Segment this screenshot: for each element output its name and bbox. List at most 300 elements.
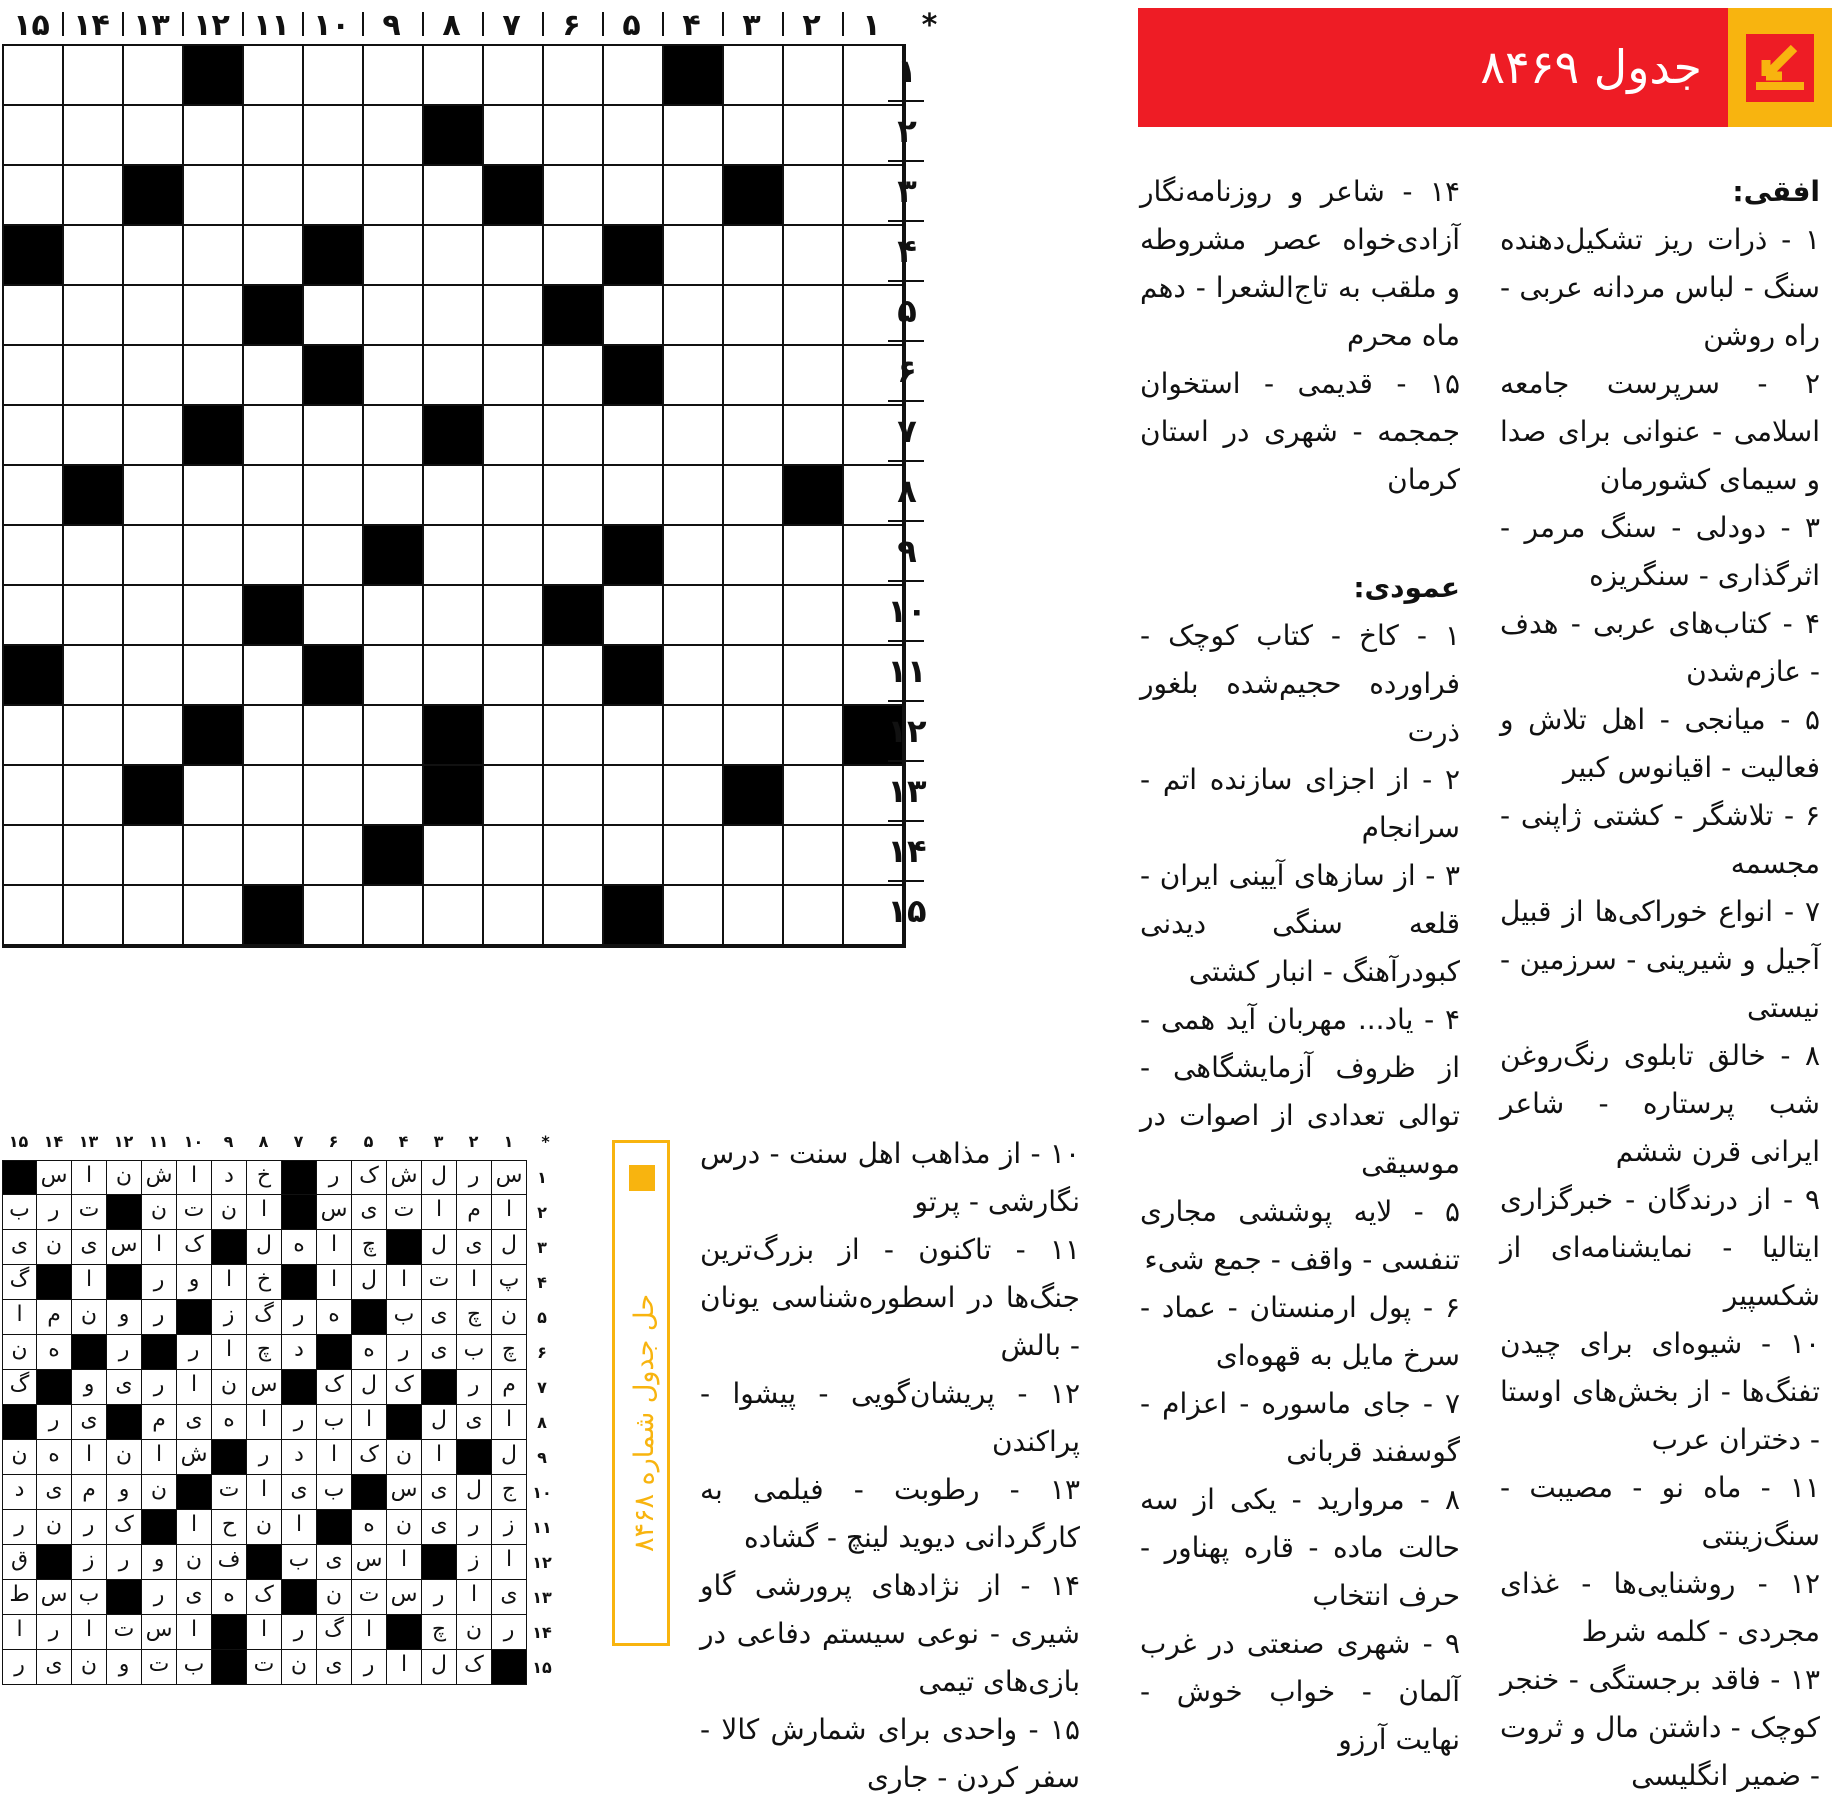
- solution-cell: ش: [142, 1160, 177, 1195]
- grid-cell[interactable]: [64, 46, 124, 106]
- solution-cell: ه: [352, 1510, 387, 1545]
- down-clue: ۵ - لایه پوششی مجاری تنفسی - واقف - جمع شیء: [1140, 1195, 1460, 1276]
- grid-cell[interactable]: [724, 166, 784, 226]
- grid-cell[interactable]: [364, 586, 424, 646]
- grid-cell[interactable]: [364, 706, 424, 766]
- grid-cell[interactable]: [484, 346, 544, 406]
- solution-cell: ا: [352, 1405, 387, 1440]
- grid-cell[interactable]: [304, 586, 364, 646]
- grid-cell[interactable]: [604, 286, 664, 346]
- grid-cell[interactable]: [604, 406, 664, 466]
- solution-cell: ل: [352, 1265, 387, 1300]
- grid-cell[interactable]: [424, 106, 484, 166]
- grid-cell[interactable]: [304, 286, 364, 346]
- grid-cell[interactable]: [604, 526, 664, 586]
- grid-cell[interactable]: [544, 826, 604, 886]
- solution-cell: [37, 1370, 72, 1405]
- row-separator: [888, 220, 924, 222]
- grid-cell[interactable]: [4, 106, 64, 166]
- grid-cell[interactable]: [124, 346, 184, 406]
- grid-cell[interactable]: [544, 586, 604, 646]
- solution-cell: ل: [352, 1370, 387, 1405]
- grid-cell[interactable]: [544, 166, 604, 226]
- grid-cell[interactable]: [184, 706, 244, 766]
- grid-cell[interactable]: [724, 526, 784, 586]
- grid-cell[interactable]: [424, 586, 484, 646]
- grid-cell[interactable]: [184, 526, 244, 586]
- grid-cell[interactable]: [424, 226, 484, 286]
- solution-cell: ب: [457, 1335, 492, 1370]
- solution-cell: ن: [37, 1230, 72, 1265]
- solution-cell: س: [37, 1580, 72, 1615]
- solution-cell: ن: [72, 1300, 107, 1335]
- grid-cell[interactable]: [544, 706, 604, 766]
- solution-cell: [282, 1195, 317, 1230]
- grid-cell[interactable]: [604, 766, 664, 826]
- grid-cell[interactable]: [364, 886, 424, 946]
- grid-cell[interactable]: [64, 346, 124, 406]
- solution-column-number: ۴: [398, 1132, 409, 1151]
- grid-cell[interactable]: [184, 406, 244, 466]
- solution-cell: ر: [422, 1580, 457, 1615]
- grid-cell[interactable]: [64, 526, 124, 586]
- grid-cell[interactable]: [4, 766, 64, 826]
- grid-cell[interactable]: [124, 226, 184, 286]
- grid-cell[interactable]: [664, 766, 724, 826]
- grid-cell[interactable]: [544, 406, 604, 466]
- grid-cell[interactable]: [604, 706, 664, 766]
- solution-cell: ر: [177, 1335, 212, 1370]
- grid-cell[interactable]: [124, 166, 184, 226]
- grid-cell[interactable]: [784, 346, 844, 406]
- row-separator: [888, 160, 924, 162]
- solution-cell: ر: [142, 1265, 177, 1300]
- grid-cell[interactable]: [4, 286, 64, 346]
- grid-cell[interactable]: [424, 46, 484, 106]
- grid-cell[interactable]: [124, 886, 184, 946]
- solution-cell: ه: [317, 1300, 352, 1335]
- grid-cell[interactable]: [64, 466, 124, 526]
- down-clue: ۱۲ - پریشان‌گویی - پیشوا - پراکندن: [700, 1377, 1080, 1458]
- grid-cell[interactable]: [364, 826, 424, 886]
- grid-cell[interactable]: [664, 466, 724, 526]
- grid-cell[interactable]: [724, 646, 784, 706]
- solution-cell: ف: [212, 1545, 247, 1580]
- grid-cell[interactable]: [604, 346, 664, 406]
- grid-cell[interactable]: [664, 46, 724, 106]
- grid-cell[interactable]: [304, 706, 364, 766]
- grid-cell[interactable]: [184, 166, 244, 226]
- row-number: ۱۵: [887, 892, 927, 930]
- grid-cell[interactable]: [244, 646, 304, 706]
- grid-cell[interactable]: [124, 586, 184, 646]
- across-clue: ۱۱ - ماه نو - مصیبت - سنگ‌زینتی: [1500, 1471, 1820, 1552]
- grid-cell[interactable]: [364, 226, 424, 286]
- grid-cell[interactable]: [304, 46, 364, 106]
- grid-cell[interactable]: [724, 466, 784, 526]
- down-clue: ۷ - جای ماسوره - اعزام - گوسفند قربانی: [1140, 1387, 1460, 1468]
- grid-cell[interactable]: [724, 886, 784, 946]
- grid-cell[interactable]: [724, 406, 784, 466]
- solution-cell: س: [352, 1545, 387, 1580]
- grid-cell[interactable]: [604, 466, 664, 526]
- column-separator: [482, 12, 484, 36]
- grid-cell[interactable]: [664, 646, 724, 706]
- solution-cell: ل: [422, 1230, 457, 1265]
- grid-cell[interactable]: [364, 646, 424, 706]
- grid-cell[interactable]: [784, 406, 844, 466]
- grid-cell[interactable]: [64, 646, 124, 706]
- solution-cell: ا: [282, 1510, 317, 1545]
- grid-cell[interactable]: [784, 646, 844, 706]
- grid-cell[interactable]: [244, 586, 304, 646]
- grid-cell[interactable]: [64, 826, 124, 886]
- solution-cell: خ: [247, 1265, 282, 1300]
- grid-cell[interactable]: [304, 886, 364, 946]
- solution-row-number: ۴: [537, 1273, 547, 1292]
- column-number: ۲: [802, 8, 821, 43]
- grid-cell[interactable]: [664, 526, 724, 586]
- grid-cell[interactable]: [544, 106, 604, 166]
- solution-cell: ا: [387, 1650, 422, 1685]
- column-number: ۶: [562, 8, 581, 43]
- grid-cell[interactable]: [184, 286, 244, 346]
- grid-cell[interactable]: [364, 466, 424, 526]
- solution-cell: ی: [457, 1405, 492, 1440]
- grid-cell[interactable]: [4, 646, 64, 706]
- grid-cell[interactable]: [784, 586, 844, 646]
- grid-cell[interactable]: [544, 766, 604, 826]
- solution-cell: [2, 1405, 37, 1440]
- grid-cell[interactable]: [64, 106, 124, 166]
- grid-cell[interactable]: [784, 106, 844, 166]
- solution-cell: ب: [2, 1195, 37, 1230]
- grid-cell[interactable]: [604, 226, 664, 286]
- grid-cell[interactable]: [64, 226, 124, 286]
- grid-cell[interactable]: [64, 586, 124, 646]
- grid-cell[interactable]: [544, 46, 604, 106]
- grid-cell[interactable]: [4, 466, 64, 526]
- grid-cell[interactable]: [484, 46, 544, 106]
- solution-cell: س: [37, 1160, 72, 1195]
- down-clue: ۱۵ - واحدی برای شمارش کالا - سفر کردن - جاری: [700, 1713, 1080, 1794]
- grid-cell[interactable]: [544, 466, 604, 526]
- grid-cell[interactable]: [124, 46, 184, 106]
- solution-cell: ل: [422, 1650, 457, 1685]
- grid-cell[interactable]: [64, 286, 124, 346]
- grid-cell[interactable]: [64, 706, 124, 766]
- grid-cell[interactable]: [664, 166, 724, 226]
- grid-cell[interactable]: [544, 286, 604, 346]
- grid-cell[interactable]: [304, 166, 364, 226]
- grid-cell[interactable]: [244, 106, 304, 166]
- grid-cell[interactable]: [244, 406, 304, 466]
- grid-cell[interactable]: [604, 166, 664, 226]
- grid-cell[interactable]: [4, 586, 64, 646]
- grid-cell[interactable]: [4, 526, 64, 586]
- solution-cell: [387, 1405, 422, 1440]
- grid-cell[interactable]: [184, 886, 244, 946]
- grid-cell[interactable]: [724, 106, 784, 166]
- grid-cell[interactable]: [4, 406, 64, 466]
- grid-cell[interactable]: [364, 526, 424, 586]
- grid-cell[interactable]: [304, 346, 364, 406]
- grid-cell[interactable]: [184, 766, 244, 826]
- grid-cell[interactable]: [664, 106, 724, 166]
- solution-cell: ه: [37, 1440, 72, 1475]
- grid-cell[interactable]: [364, 406, 424, 466]
- grid-cell[interactable]: [244, 226, 304, 286]
- grid-cell[interactable]: [484, 466, 544, 526]
- grid-cell[interactable]: [244, 886, 304, 946]
- grid-cell[interactable]: [484, 286, 544, 346]
- grid-cell[interactable]: [484, 766, 544, 826]
- grid-cell[interactable]: [424, 886, 484, 946]
- grid-cell[interactable]: [124, 646, 184, 706]
- solution-cell: ر: [317, 1160, 352, 1195]
- grid-cell[interactable]: [784, 46, 844, 106]
- grid-cell[interactable]: [364, 166, 424, 226]
- grid-cell[interactable]: [364, 346, 424, 406]
- grid-cell[interactable]: [784, 706, 844, 766]
- solution-cell: م: [142, 1405, 177, 1440]
- grid-cell[interactable]: [724, 586, 784, 646]
- column-separator: [782, 12, 784, 36]
- grid-cell[interactable]: [4, 346, 64, 406]
- solution-cell: ک: [177, 1230, 212, 1265]
- grid-cell[interactable]: [424, 406, 484, 466]
- grid-cell[interactable]: [424, 706, 484, 766]
- grid-cell[interactable]: [664, 886, 724, 946]
- grid-cell[interactable]: [664, 586, 724, 646]
- solution-cell: [212, 1440, 247, 1475]
- grid-cell[interactable]: [244, 166, 304, 226]
- grid-cell[interactable]: [544, 646, 604, 706]
- grid-cell[interactable]: [124, 526, 184, 586]
- grid-cell[interactable]: [4, 826, 64, 886]
- grid-cell[interactable]: [724, 826, 784, 886]
- grid-cell[interactable]: [64, 886, 124, 946]
- grid-cell[interactable]: [244, 286, 304, 346]
- solution-cell: ن: [37, 1510, 72, 1545]
- grid-cell[interactable]: [664, 226, 724, 286]
- grid-cell[interactable]: [724, 766, 784, 826]
- across-clue: ۱۵ - قدیمی - استخوان جمجمه - شهری در استان کرمان: [1140, 367, 1460, 496]
- grid-cell[interactable]: [724, 226, 784, 286]
- grid-cell[interactable]: [244, 826, 304, 886]
- solution-column-number: ۱۲: [113, 1132, 134, 1151]
- solution-row-number: ۳: [537, 1238, 547, 1257]
- grid-cell[interactable]: [364, 46, 424, 106]
- grid-cell[interactable]: [64, 766, 124, 826]
- grid-cell[interactable]: [244, 46, 304, 106]
- solution-cell: ا: [422, 1440, 457, 1475]
- grid-cell[interactable]: [4, 46, 64, 106]
- row-separator: [888, 580, 924, 582]
- row-separator: [888, 700, 924, 702]
- across-clue: ۱۲ - روشنایی‌ها - غذای مجردی - کلمه شرط: [1500, 1567, 1820, 1648]
- grid-cell[interactable]: [4, 166, 64, 226]
- solution-cell: [282, 1580, 317, 1615]
- grid-cell[interactable]: [484, 646, 544, 706]
- grid-cell[interactable]: [184, 826, 244, 886]
- grid-cell[interactable]: [364, 286, 424, 346]
- solution-cell: ا: [352, 1615, 387, 1650]
- grid-cell[interactable]: [484, 406, 544, 466]
- grid-cell[interactable]: [424, 826, 484, 886]
- grid-cell[interactable]: [544, 226, 604, 286]
- grid-cell[interactable]: [304, 466, 364, 526]
- grid-cell[interactable]: [484, 826, 544, 886]
- solution-cell: ن: [177, 1545, 212, 1580]
- solution-cell: س: [317, 1195, 352, 1230]
- grid-cell[interactable]: [484, 526, 544, 586]
- across-clue: ۶ - تلاشگر - کشتی ژاپنی - مجسمه: [1500, 799, 1820, 880]
- grid-cell[interactable]: [184, 646, 244, 706]
- grid-cell[interactable]: [604, 826, 664, 886]
- grid-cell[interactable]: [184, 46, 244, 106]
- solution-cell: ی: [37, 1475, 72, 1510]
- grid-cell[interactable]: [424, 526, 484, 586]
- grid-cell[interactable]: [664, 826, 724, 886]
- grid-cell[interactable]: [244, 526, 304, 586]
- grid-cell[interactable]: [4, 706, 64, 766]
- solution-cell: ی: [422, 1475, 457, 1510]
- solution-cell: ا: [247, 1405, 282, 1440]
- grid-cell[interactable]: [724, 46, 784, 106]
- solution-column-number: ۸: [258, 1132, 269, 1151]
- row-number: ۱۴: [887, 832, 927, 870]
- column-separator: [302, 12, 304, 36]
- grid-cell[interactable]: [244, 346, 304, 406]
- row-number: ۱۳: [887, 772, 927, 810]
- grid-cell[interactable]: [124, 466, 184, 526]
- grid-cell[interactable]: [784, 526, 844, 586]
- grid-cell[interactable]: [784, 766, 844, 826]
- grid-cell[interactable]: [304, 826, 364, 886]
- grid-cell[interactable]: [184, 586, 244, 646]
- crossword-grid-area: [0, 0, 938, 930]
- column-number: ۱۰: [313, 8, 350, 43]
- grid-cell[interactable]: [424, 346, 484, 406]
- grid-cell[interactable]: [484, 586, 544, 646]
- solution-cell: ا: [457, 1265, 492, 1300]
- grid-cell[interactable]: [604, 886, 664, 946]
- grid-cell[interactable]: [664, 706, 724, 766]
- grid-cell[interactable]: [244, 466, 304, 526]
- grid-cell[interactable]: [784, 886, 844, 946]
- grid-cell[interactable]: [604, 586, 664, 646]
- down-clue: ۱ - کاخ - کتاب کوچک - فراورده حجیم‌شده بلغور ذرت: [1140, 619, 1460, 748]
- solution-cell: ز: [72, 1545, 107, 1580]
- column-number: ۱۲: [193, 8, 230, 43]
- grid-cell[interactable]: [784, 226, 844, 286]
- grid-cell[interactable]: [724, 286, 784, 346]
- solution-cell: و: [177, 1265, 212, 1300]
- row-separator: [888, 280, 924, 282]
- solution-cell: ا: [177, 1615, 212, 1650]
- grid-cell[interactable]: [484, 106, 544, 166]
- grid-cell[interactable]: [184, 226, 244, 286]
- grid-cell[interactable]: [64, 406, 124, 466]
- grid-cell[interactable]: [484, 226, 544, 286]
- solution-cell: د: [282, 1335, 317, 1370]
- grid-cell[interactable]: [604, 646, 664, 706]
- grid-cell[interactable]: [424, 286, 484, 346]
- grid-cell[interactable]: [364, 106, 424, 166]
- grid-cell[interactable]: [544, 526, 604, 586]
- grid-cell[interactable]: [4, 226, 64, 286]
- grid-cell[interactable]: [784, 826, 844, 886]
- solution-row-number: ۹: [537, 1448, 547, 1467]
- solution-column-number: ۱۰: [183, 1132, 204, 1151]
- grid-cell[interactable]: [604, 46, 664, 106]
- grid-cell[interactable]: [124, 406, 184, 466]
- grid-cell[interactable]: [424, 766, 484, 826]
- solution-cell: ج: [492, 1475, 527, 1510]
- grid-cell[interactable]: [184, 466, 244, 526]
- solution-cell: ی: [177, 1580, 212, 1615]
- grid-cell[interactable]: [604, 106, 664, 166]
- grid-cell[interactable]: [664, 346, 724, 406]
- grid-cell[interactable]: [724, 346, 784, 406]
- grid-cell[interactable]: [184, 346, 244, 406]
- grid-cell[interactable]: [484, 886, 544, 946]
- grid-cell[interactable]: [364, 766, 424, 826]
- grid-cell[interactable]: [304, 106, 364, 166]
- grid-cell[interactable]: [184, 106, 244, 166]
- column-number: ۱: [862, 8, 881, 43]
- grid-cell[interactable]: [124, 286, 184, 346]
- grid-cell[interactable]: [424, 166, 484, 226]
- grid-cell[interactable]: [664, 286, 724, 346]
- solution-column-number: ۷: [293, 1132, 304, 1151]
- grid-cell[interactable]: [484, 166, 544, 226]
- solution-row-number: ۱: [537, 1168, 547, 1187]
- row-number: ۲: [897, 112, 917, 150]
- grid-cell[interactable]: [124, 766, 184, 826]
- grid-cell[interactable]: [424, 466, 484, 526]
- grid-cell[interactable]: [484, 706, 544, 766]
- grid-cell[interactable]: [304, 526, 364, 586]
- grid-cell[interactable]: [664, 406, 724, 466]
- grid-cell[interactable]: [544, 346, 604, 406]
- down-clue: ۲ - از اجزای سازنده اتم - سرانجام: [1140, 763, 1460, 844]
- grid-cell[interactable]: [544, 886, 604, 946]
- grid-cell[interactable]: [784, 166, 844, 226]
- grid-cell[interactable]: [4, 886, 64, 946]
- grid-cell[interactable]: [304, 406, 364, 466]
- grid-cell[interactable]: [304, 646, 364, 706]
- grid-cell[interactable]: [784, 286, 844, 346]
- grid-cell[interactable]: [724, 706, 784, 766]
- column-number: ۱۳: [133, 8, 170, 43]
- solution-cell: [212, 1230, 247, 1265]
- grid-cell[interactable]: [244, 766, 304, 826]
- solution-column-number: ۲: [468, 1132, 479, 1151]
- grid-cell[interactable]: [124, 826, 184, 886]
- grid-cell[interactable]: [304, 766, 364, 826]
- grid-cell[interactable]: [124, 106, 184, 166]
- grid-cell[interactable]: [244, 706, 304, 766]
- grid-cell[interactable]: [124, 706, 184, 766]
- solution-cell: ا: [387, 1265, 422, 1300]
- grid-cell[interactable]: [424, 646, 484, 706]
- grid-cell[interactable]: [304, 226, 364, 286]
- grid-cell[interactable]: [64, 166, 124, 226]
- grid-cell[interactable]: [784, 466, 844, 526]
- solution-cell: ل: [492, 1230, 527, 1265]
